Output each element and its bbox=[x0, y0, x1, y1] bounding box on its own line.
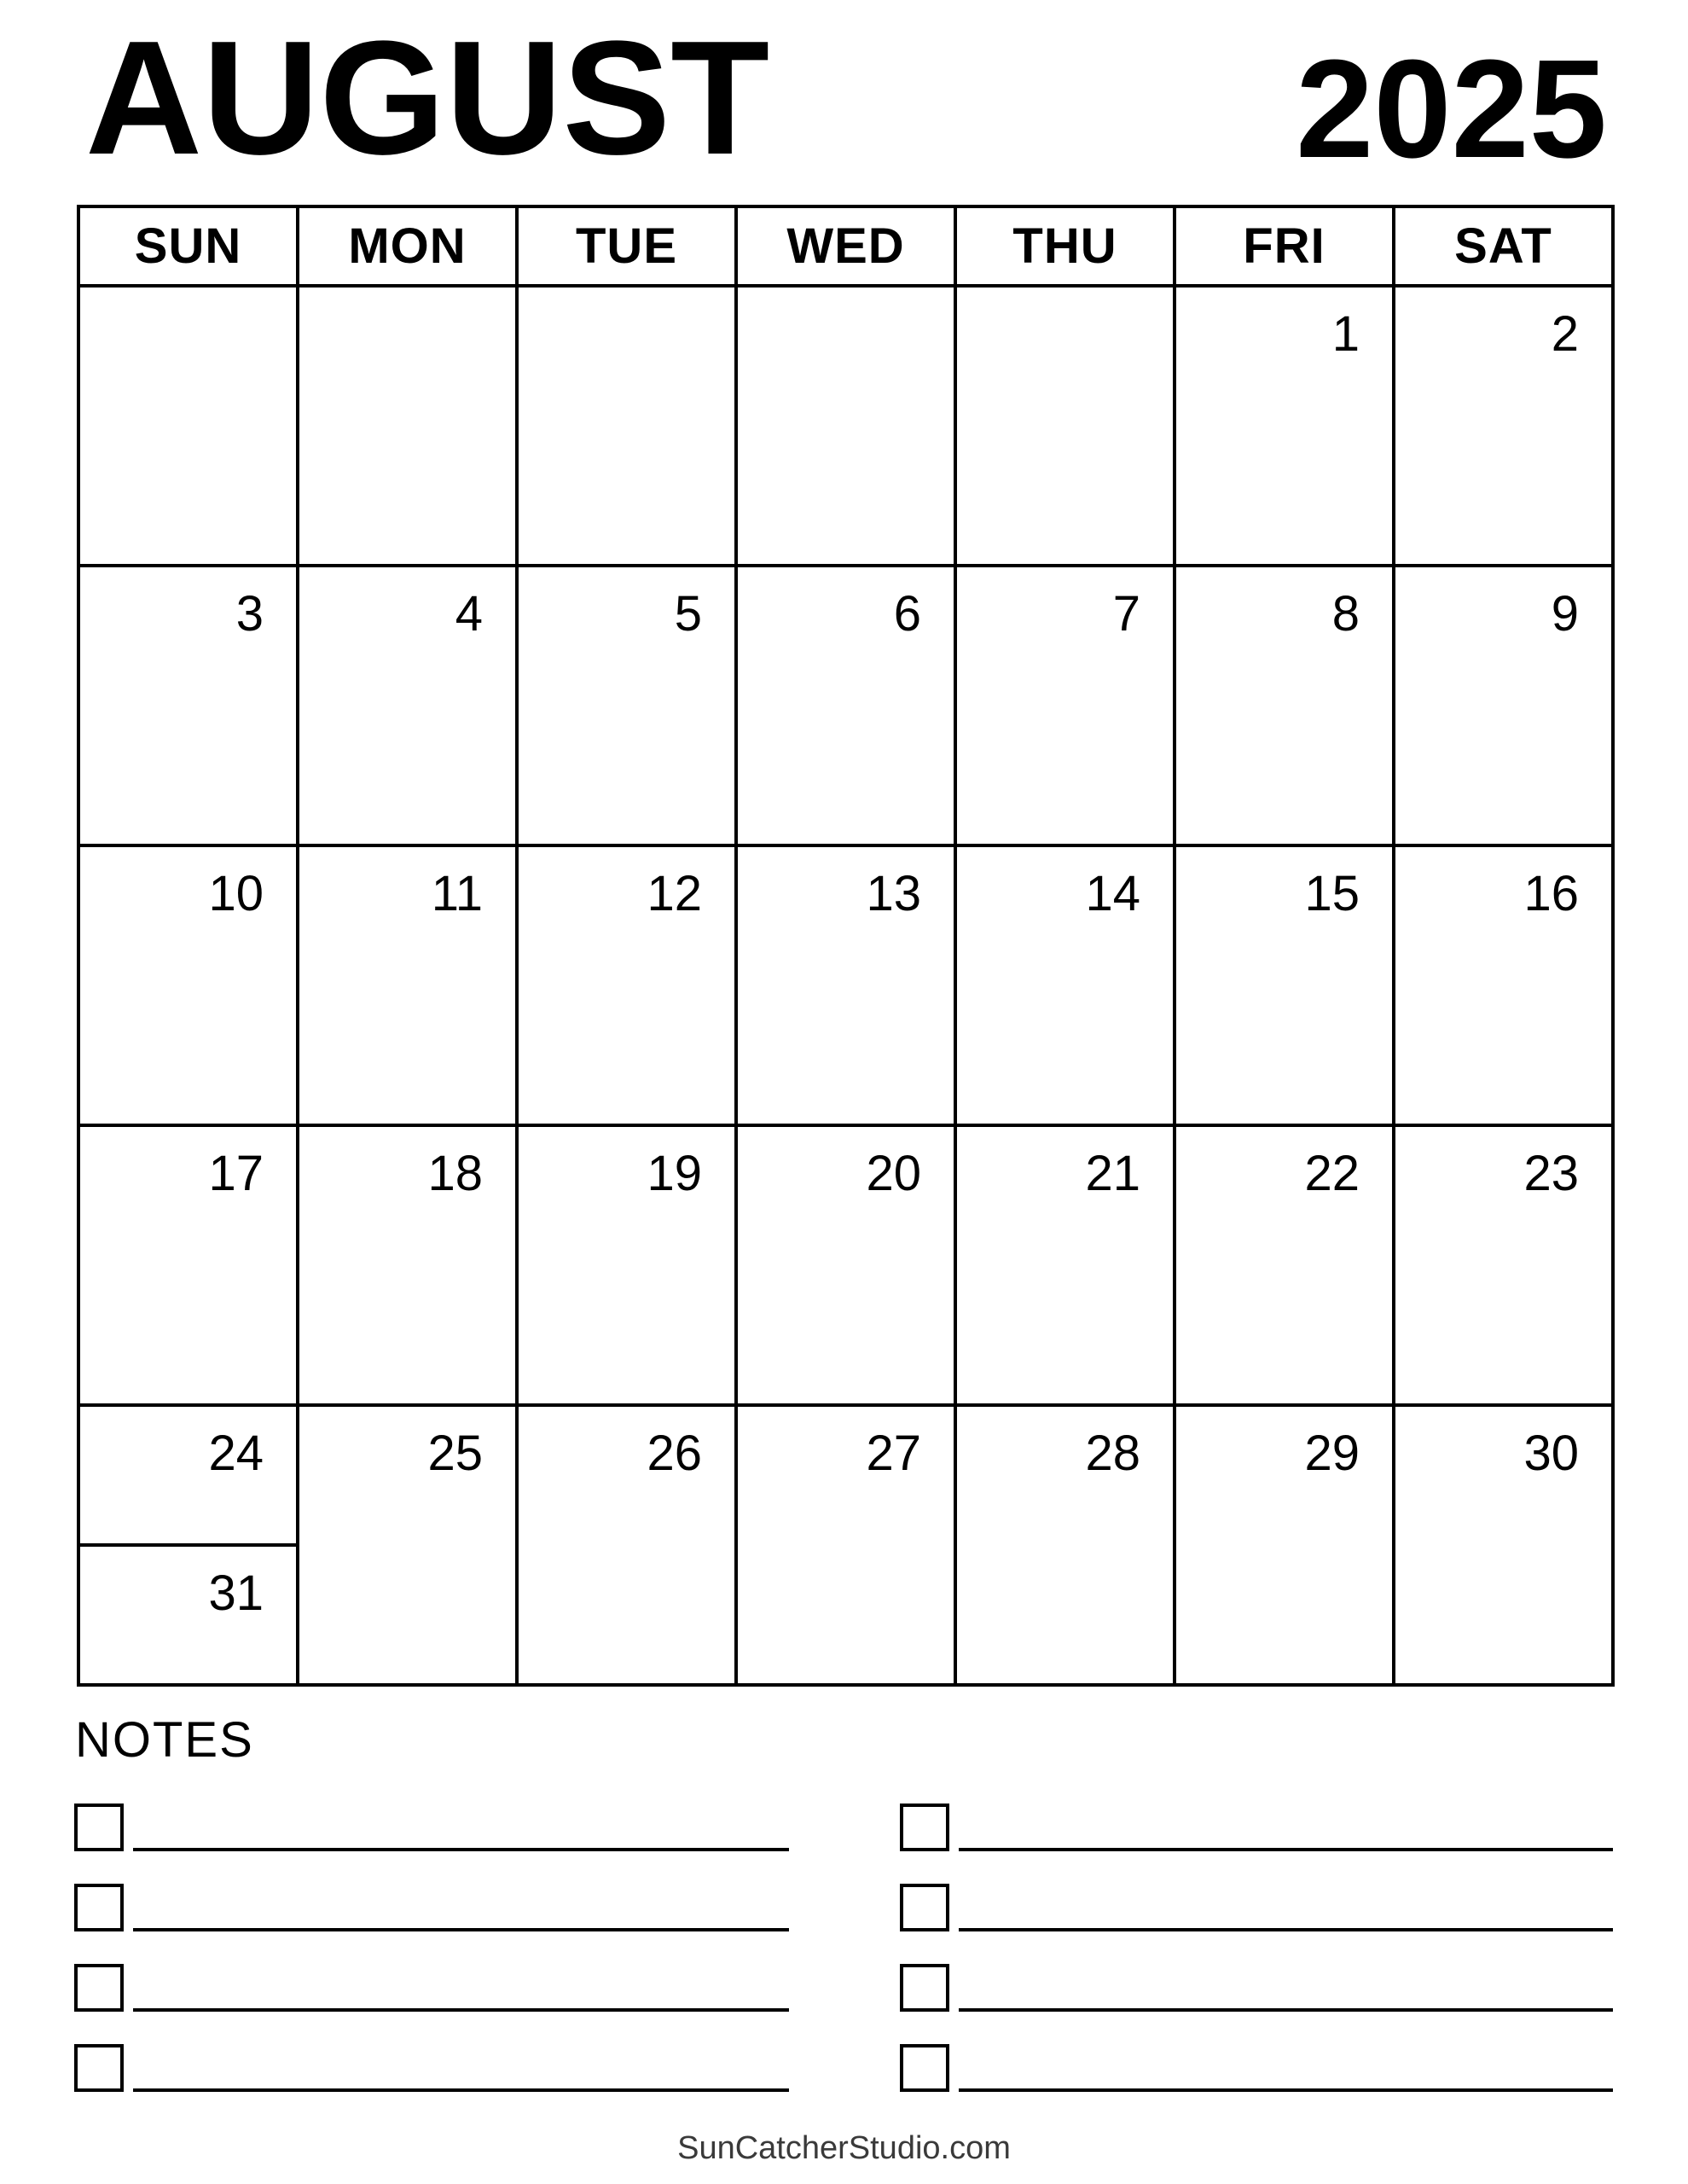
note-row bbox=[900, 1884, 1613, 1931]
day-header-wed: WED bbox=[736, 206, 955, 286]
day-cell: 26 bbox=[517, 1405, 736, 1685]
note-write-line[interactable] bbox=[959, 2008, 1613, 2012]
note-row bbox=[74, 1804, 789, 1851]
day-cell: 28 bbox=[955, 1405, 1175, 1685]
day-cell: 4 bbox=[298, 566, 517, 845]
year-title: 2025 bbox=[1296, 31, 1607, 187]
note-checkbox[interactable] bbox=[74, 1804, 124, 1851]
site-credit: SunCatcherStudio.com bbox=[677, 2130, 1011, 2166]
calendar-table bbox=[77, 205, 1615, 1687]
week-row-5 bbox=[78, 1405, 1613, 1685]
day-cell: 12 bbox=[517, 845, 736, 1125]
day-cell: 6 bbox=[736, 566, 955, 845]
note-write-line[interactable] bbox=[959, 2088, 1613, 2092]
day-header-row bbox=[78, 206, 1613, 286]
day-cell: 13 bbox=[736, 845, 955, 1125]
day-cell: 20 bbox=[736, 1125, 955, 1405]
day-header-thu: THU bbox=[955, 206, 1175, 286]
day-cell: 2 bbox=[1394, 286, 1613, 566]
empty-day-cell bbox=[736, 286, 955, 566]
note-checkbox[interactable] bbox=[74, 1964, 124, 2012]
day-cell: 10 bbox=[78, 845, 298, 1125]
empty-day-cell bbox=[955, 286, 1175, 566]
day-header-sun: SUN bbox=[78, 206, 298, 286]
day-cell: 8 bbox=[1175, 566, 1394, 845]
note-write-line[interactable] bbox=[133, 2008, 789, 2012]
day-cell: 21 bbox=[955, 1125, 1175, 1405]
day-cell: 19 bbox=[517, 1125, 736, 1405]
day-header-mon: MON bbox=[298, 206, 517, 286]
day-cell: 25 bbox=[298, 1405, 517, 1685]
empty-day-cell bbox=[78, 286, 298, 566]
day-header-sat: SAT bbox=[1394, 206, 1613, 286]
empty-day-cell bbox=[517, 286, 736, 566]
note-row bbox=[74, 2044, 789, 2092]
note-row bbox=[900, 2044, 1613, 2092]
day-cell: 14 bbox=[955, 845, 1175, 1125]
note-row bbox=[900, 1964, 1613, 2012]
notes-column-right bbox=[900, 1804, 1613, 2124]
day-cell: 17 bbox=[78, 1125, 298, 1405]
day-cell: 23 bbox=[1394, 1125, 1613, 1405]
note-write-line[interactable] bbox=[959, 1848, 1613, 1851]
day-header-fri: FRI bbox=[1175, 206, 1394, 286]
day-cell-split bbox=[78, 1405, 298, 1685]
week-row-4 bbox=[78, 1125, 1613, 1405]
week-row-2 bbox=[78, 566, 1613, 845]
notes-heading: NOTES bbox=[75, 1712, 254, 1768]
day-cell: 7 bbox=[955, 566, 1175, 845]
note-checkbox[interactable] bbox=[900, 1964, 949, 2012]
note-checkbox[interactable] bbox=[900, 2044, 949, 2092]
note-checkbox[interactable] bbox=[900, 1804, 949, 1851]
week-row-1 bbox=[78, 286, 1613, 566]
day-cell: 31 bbox=[208, 1565, 264, 1621]
note-write-line[interactable] bbox=[133, 1848, 789, 1851]
day-cell: 15 bbox=[1175, 845, 1394, 1125]
day-cell: 5 bbox=[517, 566, 736, 845]
day-cell: 22 bbox=[1175, 1125, 1394, 1405]
day-cell: 9 bbox=[1394, 566, 1613, 845]
notes-column-left bbox=[74, 1804, 789, 2124]
note-write-line[interactable] bbox=[959, 1928, 1613, 1931]
day-cell: 27 bbox=[736, 1405, 955, 1685]
note-row bbox=[74, 1884, 789, 1931]
day-cell: 1 bbox=[1175, 286, 1394, 566]
day-cell: 29 bbox=[1175, 1405, 1394, 1685]
day-cell: 24 bbox=[80, 1407, 296, 1547]
day-cell: 16 bbox=[1394, 845, 1613, 1125]
day-cell: 30 bbox=[1394, 1405, 1613, 1685]
day-header-tue: TUE bbox=[517, 206, 736, 286]
note-write-line[interactable] bbox=[133, 1928, 789, 1931]
day-cell: 18 bbox=[298, 1125, 517, 1405]
note-checkbox[interactable] bbox=[74, 1884, 124, 1931]
note-checkbox[interactable] bbox=[900, 1884, 949, 1931]
month-title: AUGUST bbox=[85, 8, 770, 189]
note-write-line[interactable] bbox=[133, 2088, 789, 2092]
empty-day-cell bbox=[298, 286, 517, 566]
day-cell: 11 bbox=[298, 845, 517, 1125]
note-checkbox[interactable] bbox=[74, 2044, 124, 2092]
note-row bbox=[74, 1964, 789, 2012]
day-cell: 3 bbox=[78, 566, 298, 845]
week-row-3 bbox=[78, 845, 1613, 1125]
note-row bbox=[900, 1804, 1613, 1851]
